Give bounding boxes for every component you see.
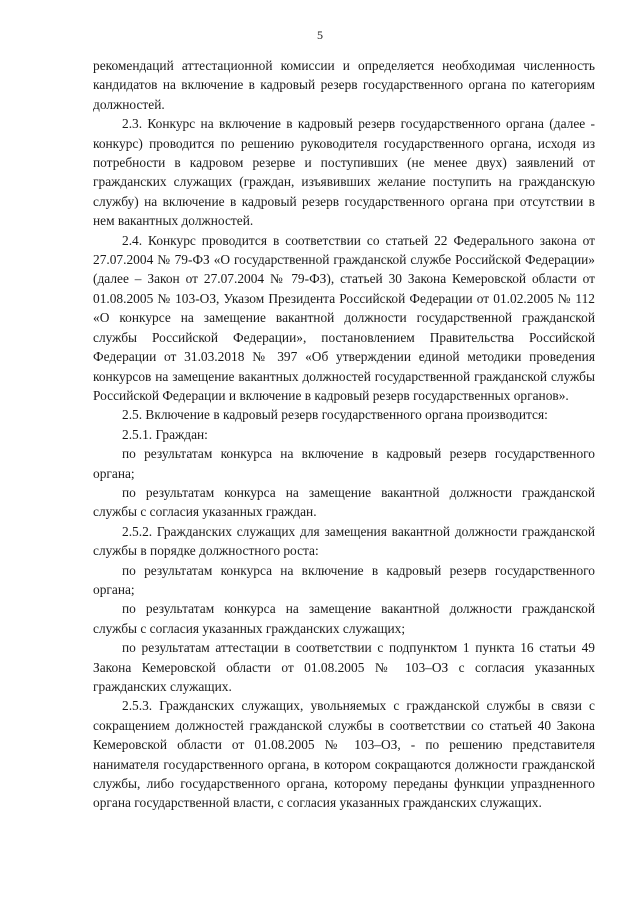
list-item-2-5-2-a: по результатам конкурса на включение в кадровый резерв государственного органа; (93, 562, 595, 597)
paragraph-2-5-2: 2.5.2. Гражданских служащих для замещения вакантной должности гражданской службы в порядке должностного роста: (93, 523, 595, 559)
paragraph-2-5: 2.5. Включение в кадровый резерв государственного органа производится: (122, 407, 548, 423)
page-number: 5 (317, 28, 323, 42)
list-item-2-5-2-c: по результатам аттестации в соответствии с подпунктом 1 пункта 16 статьи 49 Закона Кемеровской области от 01.08.2005 № 103–ОЗ с согласия указанных гражданских служащих. (93, 640, 595, 694)
paragraph-2-3: 2.3. Конкурс на включение в кадровый резерв государственного органа (далее - конкурс) проводится по решению руководителя государственного органа, исходя из потребности в кадровом резерве и поступивших (не менее двух) заявлений от гражданских служащих (граждан, изъявивших желание поступить на гражданскую службу) на включение в кадровый резерв государственного органа при отсутствии в нем вакантных должностей. (93, 116, 595, 229)
document-body (93, 56, 595, 813)
paragraph-2-4: 2.4. Конкурс проводится в соответствии со статьей 22 Федерального закона от 27.07.2004 № 79-ФЗ «О государственной гражданской службе Российской Федерации» (далее – Закон от 27.07.2004 № 79-ФЗ), статьей 30 Закона Кемеровской области от 01.08.2005 № 103-ОЗ, Указом Президента Российской Федерации от 01.02.2005 № 112 «О конкурсе на замещение вакантной должности государственной гражданской службы Российской Федерации», постановлением Правительства Российской Федерации от 31.03.2018 № 397 «Об утверждении единой методики проведения конкурсов на замещение вакантных должностей государственной гражданской службы Российской Федерации и включение в кадровый резерв государственных органов». (93, 232, 595, 403)
paragraph-continuation: рекомендаций аттестационной комиссии и определяется необходимая численность кандидатов на включение в кадровый резерв государственного органа по категориям должностей. (93, 58, 595, 112)
list-item-2-5-1-b: по результатам конкурса на замещение вакантной должности гражданской службы с согласия указанных граждан. (93, 484, 595, 520)
list-item-2-5-2-b: по результатам конкурса на замещение вакантной должности гражданской службы с согласия указанных гражданских служащих; (93, 601, 595, 636)
paragraph-2-5-1: 2.5.1. Граждан: (122, 426, 208, 442)
list-item-2-5-1-a: по результатам конкурса на включение в кадровый резерв государственного органа; (93, 446, 595, 481)
paragraph-2-5-3: 2.5.3. Гражданских служащих, увольняемых с гражданской службы в связи с сокращением должностей гражданской службы в соответствии со статьей 40 Закона Кемеровской области от 01.08.2005 № 103–ОЗ, - по решению представителя нанимателя государственного органа, в котором сокращаются должности гражданской службы, либо государственного органа, которому переданы функции упраздненного органа государственной власти, с согласия указанных гражданских служащих. (93, 698, 595, 811)
